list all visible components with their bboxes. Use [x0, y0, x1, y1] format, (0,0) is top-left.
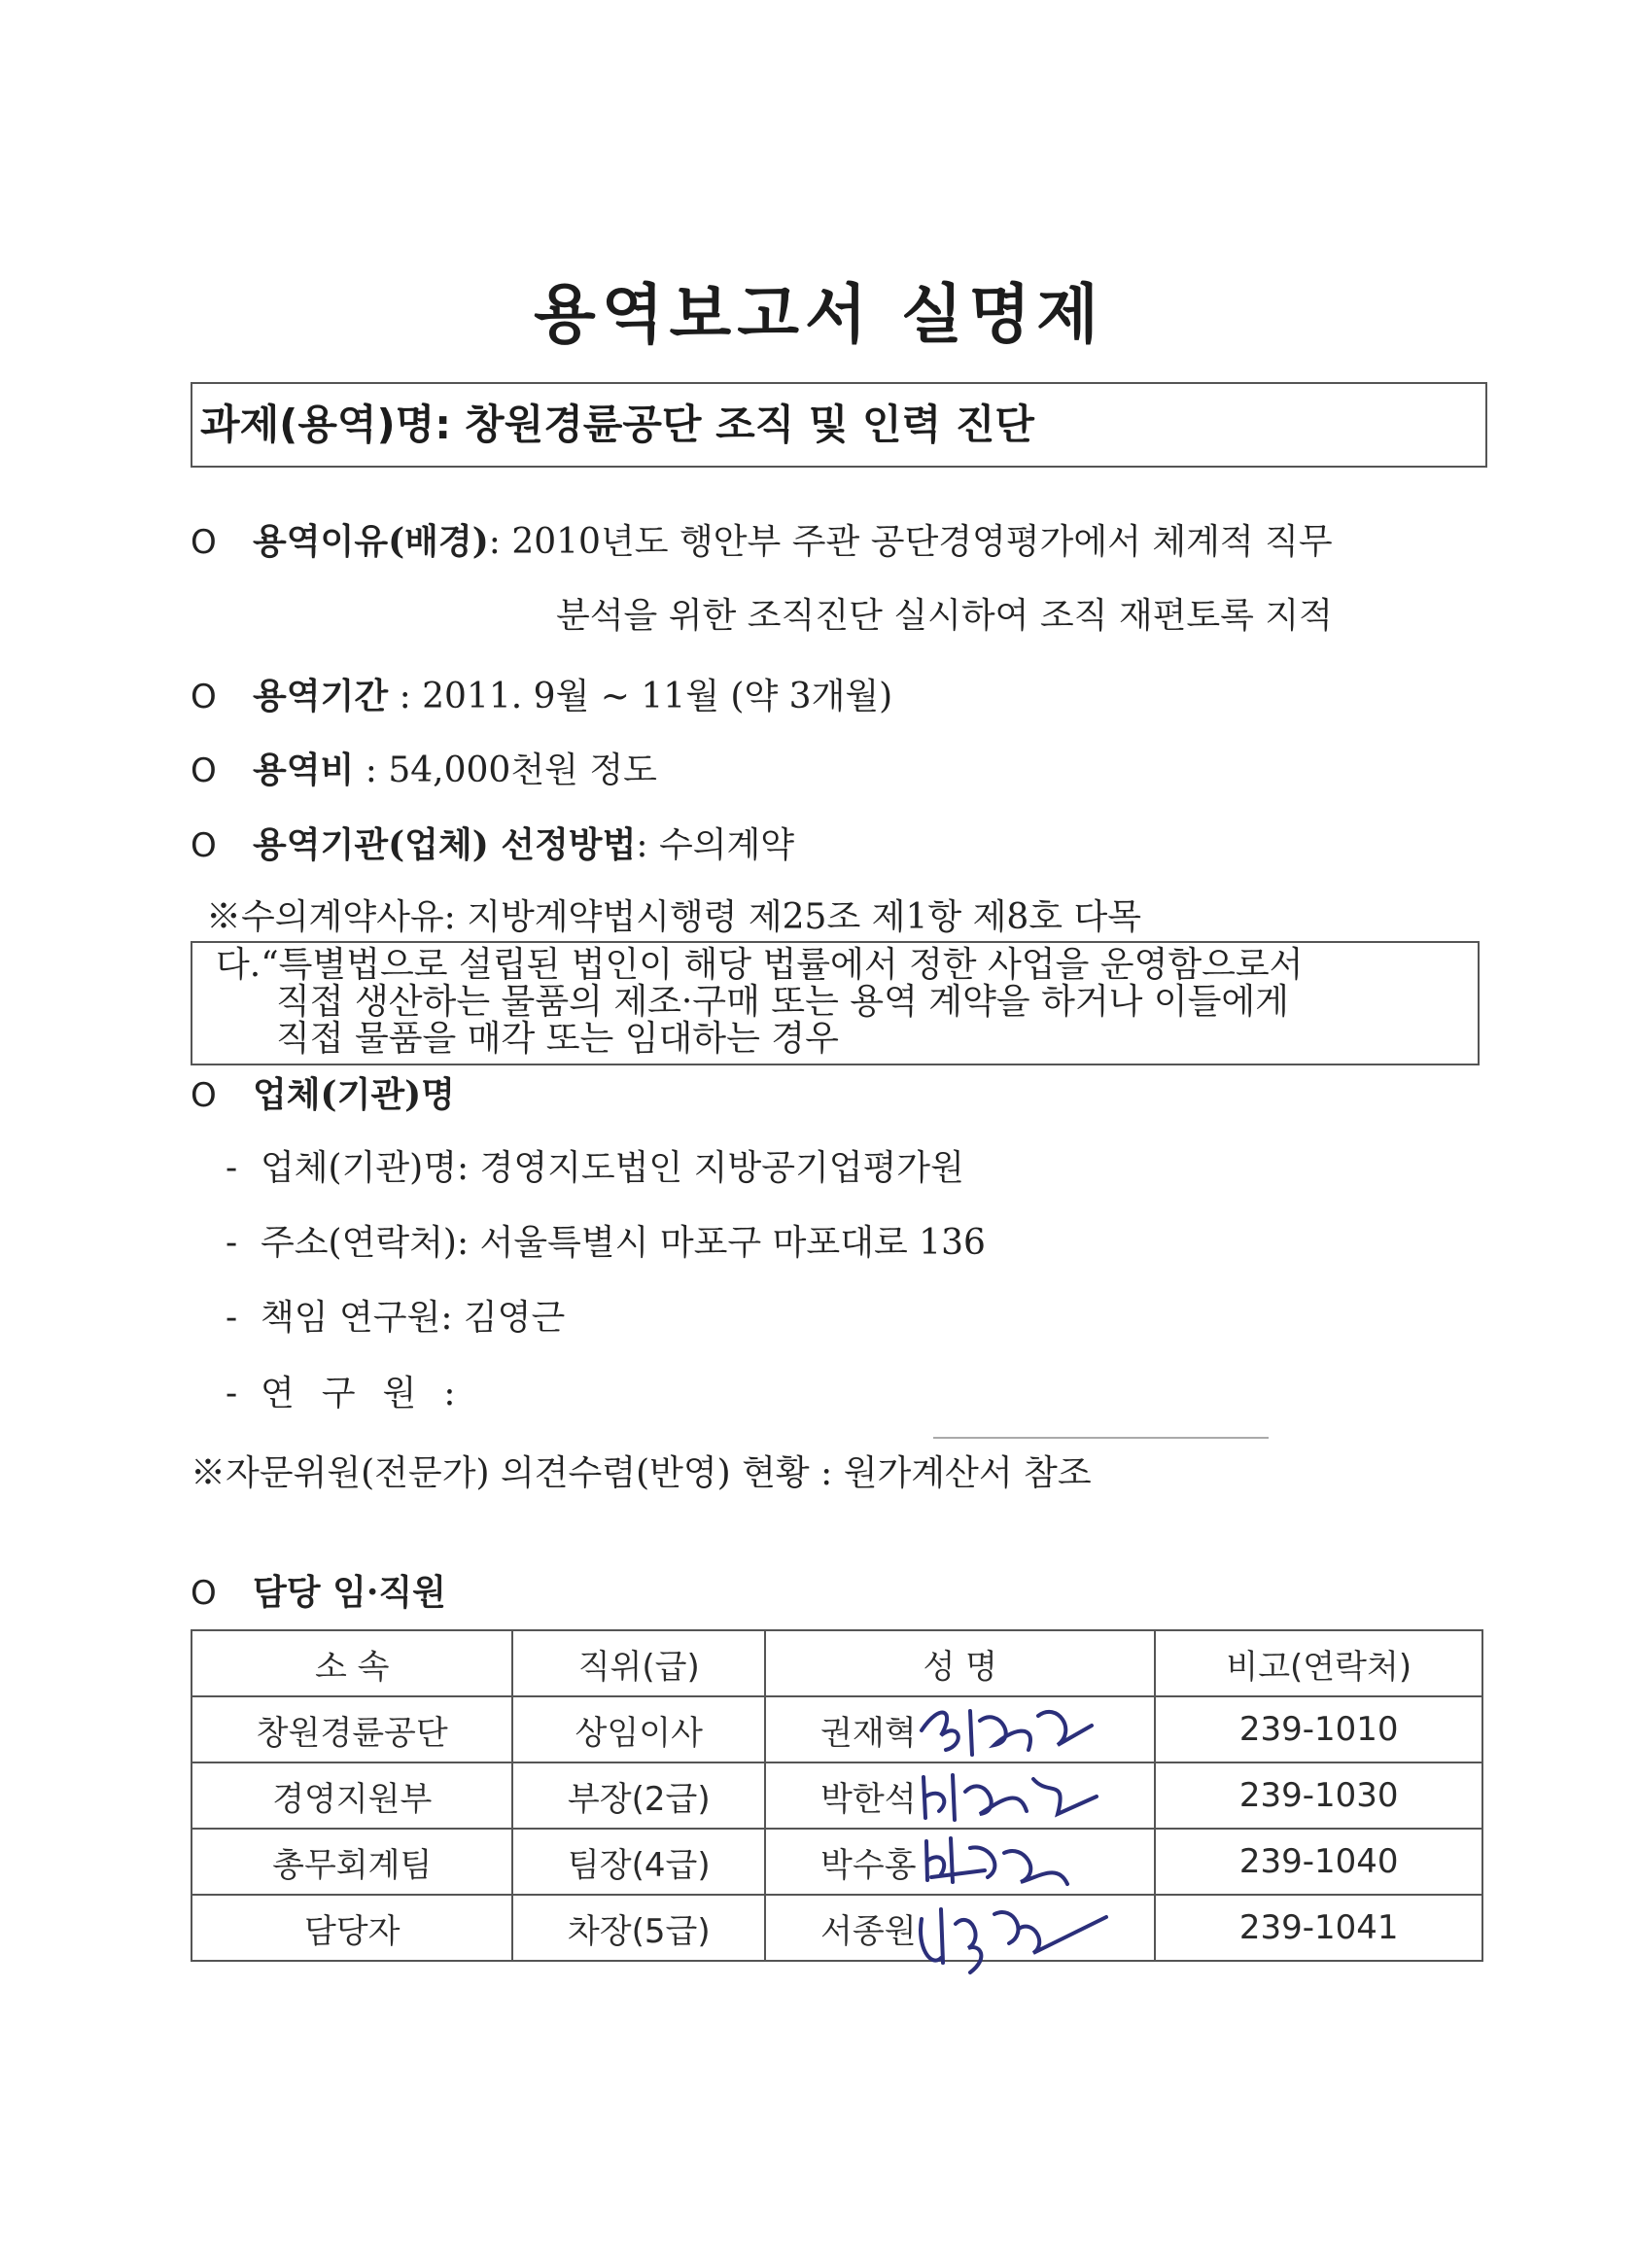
bullet: O: [191, 1076, 217, 1115]
cell-dept: 총무회계팀: [192, 1829, 512, 1895]
table-row: [192, 1829, 1482, 1895]
researcher-label: 연구원: [261, 1374, 444, 1413]
company-name: 업체(기관)명: 경영지도법인 지방공기업평가원: [261, 1148, 964, 1188]
staff-table: [191, 1629, 1483, 1962]
cell-position: 상임이사: [512, 1696, 765, 1762]
cell-contact: 239-1041: [1155, 1895, 1482, 1961]
staff-heading: 담당 임·직원: [253, 1572, 446, 1613]
task-label: 과제(용역)명:: [200, 401, 452, 448]
contract-reason-line2: 직접 생산하는 물품의 제조·구매 또는 용역 계약을 하거나 이들에게: [276, 982, 1289, 1022]
contract-reason-line3: 직접 물품을 매각 또는 임대하는 경우: [276, 1019, 839, 1059]
cell-dept: 담당자: [192, 1895, 512, 1961]
cost-row: [191, 747, 657, 794]
dash: -: [226, 1223, 238, 1263]
handwritten-signature: [912, 1890, 1116, 1987]
cell-name: [765, 1762, 1155, 1829]
staff-heading-row: [191, 1569, 446, 1617]
cost-colon: :: [365, 750, 377, 790]
contract-reason-box: [191, 941, 1480, 1065]
cell-name: [765, 1895, 1155, 1961]
method-row: [191, 821, 794, 869]
period-colon: :: [399, 677, 411, 716]
cell-dept: 창원경륜공단: [192, 1696, 512, 1762]
dash: -: [226, 1298, 238, 1338]
cell-name: [765, 1696, 1155, 1762]
reason-colon: :: [488, 522, 501, 562]
company-lead-row: [226, 1295, 565, 1342]
staff-name: 박수홍: [820, 1845, 917, 1885]
company-heading-row: [191, 1071, 455, 1119]
cell-position: 부장(2급): [512, 1762, 765, 1829]
cost-value: 54,000천원 정도: [388, 750, 657, 790]
reason-line1: 2010년도 행안부 주관 공단경영평가에서 체계적 직무: [511, 522, 1333, 562]
cost-label: 용역비: [253, 750, 355, 790]
period-label: 용역기간: [253, 676, 389, 716]
task-name-box: [191, 382, 1487, 468]
bullet: O: [191, 678, 217, 716]
reason-row: [191, 518, 1333, 566]
header-dept: 소 속: [192, 1630, 512, 1696]
method-colon: :: [636, 825, 648, 865]
header-contact: 비고(연락처): [1155, 1630, 1482, 1696]
staff-name: 박한석: [820, 1779, 917, 1819]
table-row: [192, 1762, 1482, 1829]
cell-contact: 239-1010: [1155, 1696, 1482, 1762]
cell-dept: 경영지원부: [192, 1762, 512, 1829]
contract-reason-line1: 다.“특별법으로 설립된 법인이 해당 법률에서 정한 사업을 운영함으로서: [216, 945, 1304, 985]
dash: -: [226, 1374, 238, 1413]
table-header-row: [192, 1630, 1482, 1696]
dash: -: [226, 1148, 238, 1188]
company-address-row: [226, 1220, 986, 1267]
method-label: 용역기관(업체) 선정방법: [253, 824, 637, 865]
bullet: O: [191, 1574, 217, 1613]
company-heading: 업체(기관)명: [253, 1074, 455, 1115]
period-value: 2011. 9월 ~ 11월 (약 3개월): [422, 677, 893, 716]
cell-name: [765, 1829, 1155, 1895]
contract-reason-note: ※수의계약사유: 지방계약법시행령 제25조 제1항 제8호 다목: [206, 897, 1142, 937]
reason-label: 용역이유(배경): [253, 521, 489, 562]
table-row: [192, 1696, 1482, 1762]
task-name: 창원경륜공단 조직 및 인력 진단: [465, 401, 1034, 448]
table-row: [192, 1895, 1482, 1961]
company-lead: 책임 연구원: 김영근: [261, 1298, 566, 1338]
bullet: O: [191, 826, 217, 865]
staff-name: 권재혁: [820, 1713, 917, 1753]
cell-position: 팀장(4급): [512, 1829, 765, 1895]
cell-contact: 239-1030: [1155, 1762, 1482, 1829]
header-position: 직위(급): [512, 1630, 765, 1696]
advisory-note: ※자문위원(전문가) 의견수렴(반영) 현황 : 원가계산서 참조: [191, 1453, 1092, 1493]
company-address: 주소(연락처): 서울특별시 마포구 마포대로 136: [261, 1223, 986, 1263]
cell-position: 차장(5급): [512, 1895, 765, 1961]
company-name-row: [226, 1145, 964, 1192]
company-researcher-row: [226, 1371, 455, 1417]
researcher-underline: [933, 1437, 1269, 1439]
header-name: 성 명: [765, 1630, 1155, 1696]
period-row: [191, 673, 892, 720]
bullet: O: [191, 751, 217, 790]
method-value: 수의계약: [658, 825, 795, 865]
bullet: O: [191, 523, 217, 562]
researcher-colon: :: [443, 1374, 456, 1413]
reason-line2: 분석을 위한 조직진단 실시하여 조직 재편토록 지적: [556, 596, 1333, 636]
cell-contact: 239-1040: [1155, 1829, 1482, 1895]
document-title: 용역보고서 실명제: [533, 277, 1105, 352]
staff-name: 서종원: [820, 1911, 917, 1951]
